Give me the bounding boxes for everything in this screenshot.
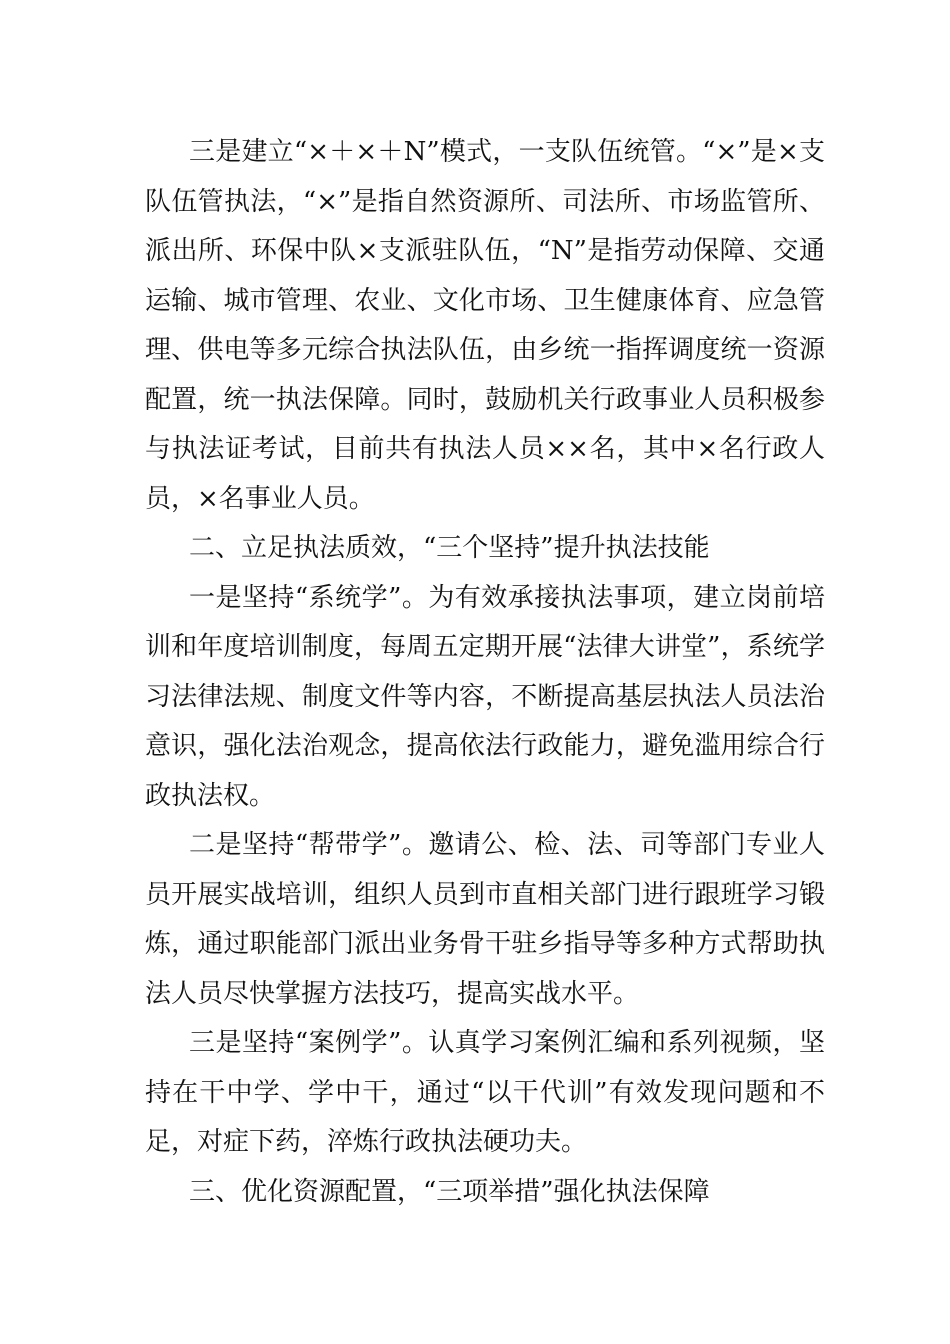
document-body <box>145 128 825 1217</box>
paragraph-model-mode: 三是建立“×＋×＋N”模式，一支队伍统管。“×”是×支队伍管执法，“×”是指自然资源所、司法所、市场监管所、派出所、环保中队×支派驻队伍，“N”是指劳动保障、交通运输、城市管理、农业、文化市场、卫生健康体育、应急管理、供电等多元综合执法队伍，由乡统一指挥调度统一资源配置，统一执法保障。同时，鼓励机关行政事业人员积极参与执法证考试，目前共有执法人员××名，其中×名行政人员，×名事业人员。 <box>145 137 825 514</box>
paragraph-system-learning: 一是坚持“系统学”。为有效承接执法事项，建立岗前培训和年度培训制度，每周五定期开展“法律大讲堂”，系统学习法律法规、制度文件等内容，不断提高基层执法人员法治意识，强化法治观念，提高依法行政能力，避免滥用综合行政执法权。 <box>145 582 825 811</box>
section-heading-three: 三、优化资源配置，“三项举措”强化执法保障 <box>189 1176 710 1207</box>
paragraph-case-learning: 三是坚持“案例学”。认真学习案例汇编和系列视频，坚持在干中学、学中干，通过“以干代训”有效发现问题和不足，对症下药，淬炼行政执法硬功夫。 <box>145 1028 825 1157</box>
paragraph-mentoring-learning: 二是坚持“帮带学”。邀请公、检、法、司等部门专业人员开展实战培训，组织人员到市直相关部门进行跟班学习锻炼，通过职能部门派出业务骨干驻乡指导等多种方式帮助执法人员尽快掌握方法技巧，提高实战水平。 <box>145 830 825 1009</box>
section-heading-two: 二、立足执法质效，“三个坚持”提升执法技能 <box>189 533 710 563</box>
